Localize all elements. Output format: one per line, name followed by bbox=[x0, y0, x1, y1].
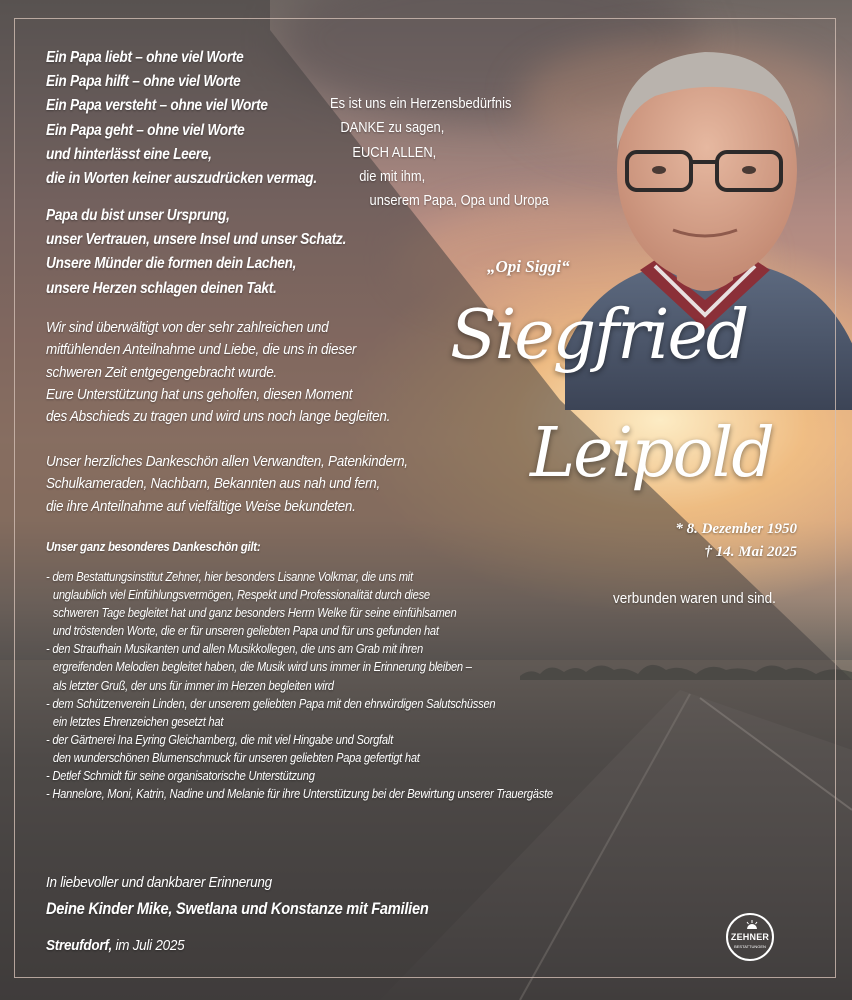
closing-line: In liebevoller und dankbarer Erinnerung bbox=[46, 874, 272, 891]
thanks-paragraph-1 bbox=[46, 317, 390, 428]
list-item: - Detlef Schmidt für seine organisatorische Unterstützung bbox=[46, 768, 315, 784]
thanks-line: Wir sind überwältigt von der sehr zahlreichen und bbox=[46, 319, 329, 336]
logo-name: ZEHNER bbox=[730, 932, 770, 942]
date-text: im Juli 2025 bbox=[112, 937, 185, 954]
last-name: Leipold bbox=[530, 414, 773, 493]
poem-line: die in Worten keiner auszudrücken vermag. bbox=[46, 170, 317, 188]
poem-line: Ein Papa geht – ohne viel Worte bbox=[46, 121, 245, 139]
family-signature: Deine Kinder Mike, Swetlana und Konstanze mit Familien bbox=[46, 899, 429, 918]
thanks-line: schweren Zeit entgegengebracht wurde. bbox=[46, 363, 277, 381]
thanks-line: des Abschieds zu tragen und wird uns noch lange begleiten. bbox=[46, 408, 391, 426]
gratitude-ending: verbunden waren und sind. bbox=[613, 590, 776, 607]
list-item: den wunderschönen Blumenschmuck für unseren geliebten Papa gefertigt hat bbox=[52, 749, 420, 765]
poem-line: und hinterlässt eine Leere, bbox=[46, 145, 212, 163]
poem-line: unsere Herzen schlagen deinen Takt. bbox=[46, 279, 277, 297]
list-item: - der Gärtnerei Ina Eyring Gleichamberg, die mit viel Hingabe und Sorgfalt bbox=[46, 731, 393, 747]
special-thanks-list bbox=[46, 568, 553, 803]
gratitude-block bbox=[330, 92, 588, 213]
thanks-line: die ihre Anteilnahme auf vielfältige Weise bekundeten. bbox=[46, 497, 356, 515]
poem-stanza-1 bbox=[46, 46, 317, 191]
nickname: „Opi Siggi“ bbox=[487, 257, 570, 276]
poem-line: Ein Papa versteht – ohne viel Worte bbox=[46, 97, 268, 115]
list-item: - Hannelore, Moni, Katrin, Nadine und Melanie für ihre Unterstützung bei der Bewirtung unserer Trauergäste bbox=[46, 786, 553, 802]
death-date: † 14. Mai 2025 bbox=[704, 544, 797, 560]
thanks-line: Eure Unterstützung hat uns geholfen, diesen Moment bbox=[46, 385, 353, 403]
gratitude-line: unserem Papa, Opa und Uropa bbox=[369, 192, 549, 210]
gratitude-line: EUCH ALLEN, bbox=[352, 143, 437, 161]
place-name: Streufdorf, bbox=[46, 937, 113, 954]
poem-line: Ein Papa hilft – ohne viel Worte bbox=[46, 73, 241, 91]
thanks-line: Unser herzliches Dankeschön allen Verwandten, Patenkindern, bbox=[46, 453, 408, 470]
sun-icon bbox=[745, 920, 759, 930]
thanks-line: mitfühlenden Anteilnahme und Liebe, die uns in dieser bbox=[46, 341, 357, 359]
thanks-paragraph-2 bbox=[46, 451, 408, 518]
poem-line: Ein Papa liebt – ohne viel Worte bbox=[46, 49, 244, 66]
poem-line: Unsere Münder die formen dein Lachen, bbox=[46, 255, 297, 273]
poem-line: Papa du bist unser Ursprung, bbox=[46, 207, 230, 224]
first-name: Siegfried bbox=[450, 296, 748, 375]
gratitude-line: die mit ihm, bbox=[359, 167, 426, 185]
logo-subtitle: BESTATTUNGEN bbox=[734, 944, 766, 949]
birth-date: * 8. Dezember 1950 bbox=[675, 521, 797, 537]
thanks-line: Schulkameraden, Nachbarn, Bekannten aus nah und fern, bbox=[46, 475, 380, 493]
gratitude-line: Es ist uns ein Herzensbedürfnis bbox=[330, 95, 512, 112]
poem-line: unser Vertrauen, unsere Insel und unser Schatz. bbox=[46, 231, 347, 249]
list-item: ein letztes Ehrenzeichen gesetzt hat bbox=[52, 713, 224, 729]
list-item: - dem Bestattungsinstitut Zehner, hier besonders Lisanne Volkmar, die uns mit bbox=[46, 569, 413, 584]
funeral-home-logo bbox=[726, 913, 774, 961]
list-item: und tröstenden Worte, die er für unseren geliebten Papa und für uns gefunden hat bbox=[52, 623, 439, 639]
list-item: als letzter Gruß, der uns für immer im Herzen begleiten wird bbox=[52, 677, 334, 693]
poem-stanza-2 bbox=[46, 204, 346, 301]
list-item: schweren Tage begleitet hat und ganz besonders Herrn Welke für seine einfühlsamen bbox=[52, 605, 457, 621]
list-item: unglaublich viel Einfühlungsvermögen, Respekt und Professionalität durch diese bbox=[52, 587, 430, 603]
gratitude-line: DANKE zu sagen, bbox=[340, 119, 445, 137]
place-date bbox=[46, 937, 184, 954]
list-item: - den Straufhain Musikanten und allen Musikkollegen, die uns am Grab mit ihren bbox=[46, 641, 423, 657]
life-dates bbox=[675, 518, 797, 564]
list-item: ergreifenden Melodien begleitet haben, die Musik wird uns immer in Erinnerung bleiben – bbox=[52, 659, 472, 675]
special-thanks-heading: Unser ganz besonderes Dankeschön gilt: bbox=[46, 539, 261, 554]
list-item: - dem Schützenverein Linden, der unserem geliebten Papa mit den ehrwürdigen Salutschüssen bbox=[46, 695, 496, 711]
